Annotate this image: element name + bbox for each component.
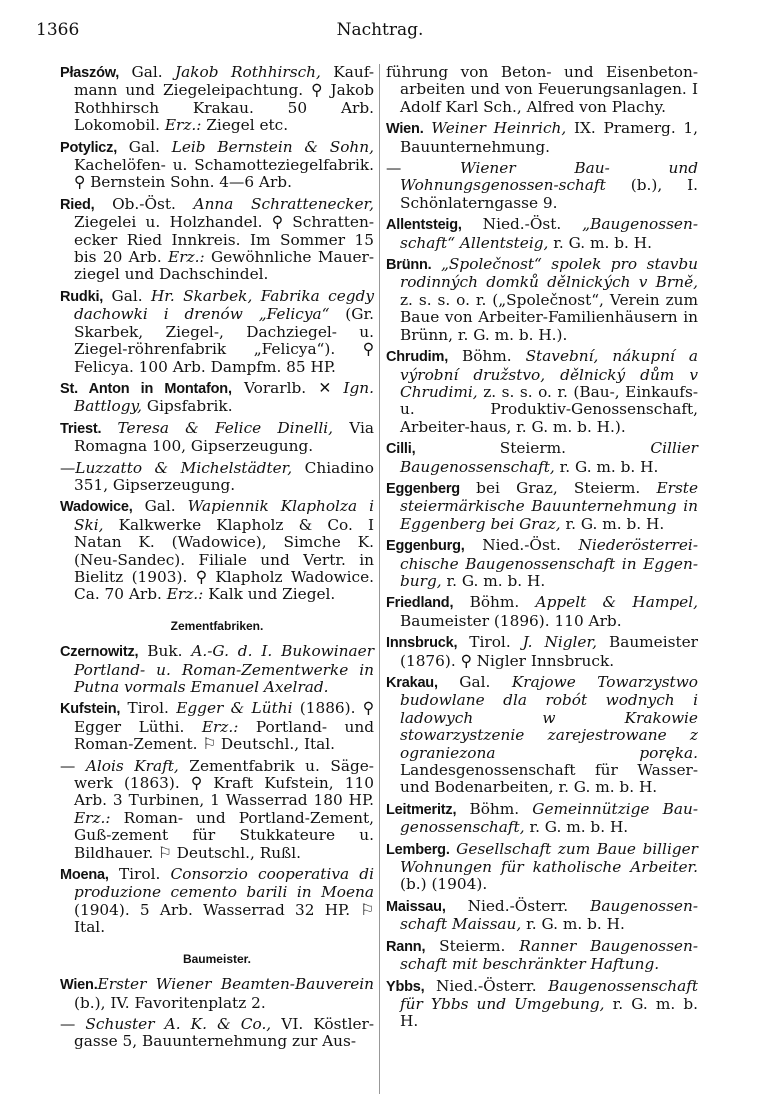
entry-text	[432, 255, 441, 273]
entry-firm-name: Egger & Lüthi	[176, 699, 293, 718]
entry-text: Nied.-Österr.	[445, 896, 591, 915]
directory-entry	[60, 700, 374, 753]
entry-firm-name: Ign. Battlogy,	[74, 378, 374, 416]
entry-firm-name: „Společnost“ spolek pro stavbu rodinných domků dělnických v Brně,	[400, 255, 698, 292]
directory-entry	[386, 801, 698, 837]
entry-text: r. G. m. b. H.	[400, 994, 698, 1031]
directory-entry	[60, 1016, 374, 1051]
entry-text: z. s. s. o. r. („Společnost“, Verein zum Baue von Arbeiter-Familienhäusern in Brünn, r. G. m. b. H.).	[400, 290, 698, 344]
entry-firm-name: Erz.:	[168, 248, 205, 267]
right-entries	[386, 64, 698, 1031]
entry-place-name: Ried,	[60, 196, 95, 213]
entry-text	[101, 419, 117, 437]
directory-entry	[386, 160, 698, 212]
entry-firm-name: Consorzio cooperativa di produzione cemento barili in Moena	[74, 865, 374, 902]
entry-text: Kalkwerke Klapholz & Co. I Natan K. (Wadowice), Simche K. (Neu-Sandec). Filiale und Vertr. in Bielitz (1903). ⚲ Klapholz Wadowice. Ca. 70 Arb.	[74, 515, 374, 604]
entry-firm-name: A.-G. d. I. Bukowinaer Portland- u. Roman-Zementwerke in Putna vormals Emanuel Axelrad.	[74, 642, 375, 696]
directory-entry	[386, 480, 698, 533]
entry-text: Tirol.	[108, 865, 171, 884]
entry-place-name: Chrudim,	[386, 349, 449, 366]
directory-entry	[60, 976, 374, 1012]
directory-entry	[386, 537, 698, 590]
entry-place-name: Rudki,	[60, 288, 104, 305]
entry-text: Ziegelei u. Holzhandel. ⚲ Schratten-ecker Ried Innkreis. Im Sommer 15 bis 20 Arb.	[74, 213, 374, 267]
page-number: 1366	[36, 20, 80, 40]
entry-firm-name: Niederösterrei-chische Baugenossenschaft in Eggen-burg,	[400, 536, 698, 590]
entry-text: Gal.	[103, 286, 151, 305]
entry-text: Gewöhnliche Mauer-ziegel und Dachschindel.	[74, 248, 374, 284]
entry-text: IX. Pramerg. 1, Bauunternehmung.	[400, 119, 698, 156]
directory-entry	[60, 498, 374, 603]
entry-text: Kalk und Ziegel.	[203, 585, 336, 604]
entry-firm-name: Erster Wiener Beamten-Bauverein	[97, 975, 374, 994]
entry-firm-name: Ranner Baugenossen-schaft mit beschränkter Haftung.	[400, 936, 699, 974]
entry-firm-name: Krajowe Towarzystwo budowlane dla robót wodnych i ladowych w Krakowie stowarzystzenie zarejestrowane z ograniezona poręka.	[400, 673, 698, 762]
entry-firm-name: Jakob Rothhirsch,	[175, 63, 321, 81]
entry-place-name: Wadowice,	[60, 499, 133, 516]
entry-firm-name: Teresa & Felice Dinelli,	[117, 418, 333, 437]
directory-entry	[60, 460, 374, 495]
directory-entry	[386, 978, 698, 1031]
left-column	[60, 64, 374, 1055]
entry-text: Gal.	[437, 673, 512, 691]
entry-text: r. G. m. b. H.	[521, 915, 625, 934]
directory-entry	[386, 594, 698, 630]
directory-entry	[386, 348, 698, 436]
entry-text: Via Romagna 100, Gipserzeugung.	[74, 418, 374, 456]
entry-place-name: Rann,	[386, 938, 426, 955]
entry-text: Portland- und Roman-Zement. ⚐ Deutschl., Ital.	[74, 717, 374, 754]
entry-firm-name: Wiener Bau- und Wohnungsgenossen-schaft	[400, 159, 698, 195]
entry-firm-name: Luzzatto & Michelstädter,	[75, 458, 293, 477]
entry-place-name: Płaszów,	[60, 65, 120, 81]
entry-text: Kauf-mann und Ziegeleipachtung. ⚲ Jakob Rothhirsch Krakau. 50 Arb. Lokomobil.	[74, 63, 374, 135]
entry-place-name: Kufstein,	[60, 701, 121, 718]
entry-place-name: Allentsteig,	[386, 217, 462, 234]
entry-firm-name: Baugenossen-schaft Maissau,	[400, 896, 698, 934]
entry-place-name: Wien.	[60, 977, 98, 994]
entry-firm-name: Schuster A. K. & Co.,	[85, 1014, 272, 1033]
entry-place-name: Friedland,	[386, 595, 454, 612]
entry-place-name: Triest.	[60, 420, 102, 437]
entry-text: r. G. m. b. H.	[560, 514, 665, 533]
entry-place-name: Krakau,	[386, 675, 438, 691]
directory-entry	[60, 643, 374, 696]
entry-text: —	[60, 1014, 86, 1033]
directory-entry	[386, 938, 698, 974]
entry-text: Nied.-Österr.	[424, 976, 549, 995]
entry-text: führung von Beton- und Eisenbeton-arbeiten und von Feuerungsanlagen. I Adolf Karl Sch., Alfred von Plachy.	[386, 63, 698, 116]
entry-text: Buk.	[138, 642, 192, 661]
entry-text: (b.), IV. Favoritenplatz 2.	[74, 993, 266, 1012]
entry-place-name: Potylicz,	[60, 139, 118, 156]
entry-text: Nied.-Öst.	[464, 536, 579, 555]
directory-entry	[60, 380, 374, 416]
entry-firm-name: Erz.:	[164, 116, 202, 135]
entry-place-name: Wien.	[386, 121, 424, 138]
entry-place-name: Leitmeritz,	[386, 801, 457, 818]
entry-place-name: Maissau,	[386, 898, 446, 915]
entry-firm-name: Appelt & Hampel,	[535, 593, 698, 612]
column-divider	[379, 64, 380, 1094]
entry-firm-name: Alois Kraft,	[85, 756, 179, 775]
entry-text: Landesgenossenschaft für Wasser- und Bodenarbeiten, r. G. m. b. H.	[400, 761, 698, 797]
directory-entry	[386, 440, 698, 476]
entry-place-name: Moena,	[60, 867, 109, 884]
entry-text: Gal.	[119, 63, 176, 81]
entry-text: —	[60, 756, 86, 775]
entry-text: Steierm.	[425, 936, 520, 955]
directory-entry	[386, 634, 698, 670]
entry-firm-name: Gemeinnützige Bau-genossenschaft,	[400, 799, 698, 837]
directory-entry	[386, 898, 698, 934]
entry-place-name: Eggenberg	[386, 480, 460, 497]
entry-firm-name: Erz.:	[201, 717, 239, 736]
entry-firm-name: Stavební, nákupní a výrobní družstvo, dělnický dům v Chrudimi,	[400, 347, 698, 401]
entry-text: Steierm.	[415, 439, 651, 458]
entry-place-name: Ybbs,	[386, 978, 425, 995]
entry-text: Zementfabrik u. Säge-werk (1863). ⚲ Kraft Kufstein, 110 Arb. 3 Turbinen, 1 Wasserrad 180 HP.	[74, 756, 374, 810]
right-column	[386, 64, 698, 1035]
directory-entry	[386, 674, 698, 797]
directory-entry	[386, 64, 698, 116]
entry-text: Gipsfabrik.	[142, 397, 233, 416]
entry-text: Baumeister (1876). ⚲ Nigler Innsbruck.	[400, 633, 698, 670]
entry-text: Ob.-Öst.	[94, 194, 194, 213]
entry-text: Gal.	[132, 497, 188, 516]
entry-firm-name: Hr. Skarbek, Fabrika cegdy dachowki i drenów „Felicya“	[74, 286, 374, 324]
entry-text: Roman- und Portland-Zement, Guß-zement für Stukkateure u. Bildhauer. ⚐ Deutschl., Rußl.	[74, 808, 374, 862]
entry-firm-name: „Baugenossen-schaft“ Allentsteig,	[400, 215, 698, 252]
entry-firm-name: Wapiennik Klapholza i Ski,	[74, 497, 374, 534]
page-header	[0, 12, 760, 42]
entry-text: Tirol.	[457, 633, 523, 652]
baumeister-entries	[60, 976, 374, 1051]
directory-entry	[386, 120, 698, 156]
directory-entry	[60, 758, 374, 862]
entry-text: (b.) (1904).	[400, 875, 488, 894]
entry-place-name: Lemberg.	[386, 841, 450, 858]
entry-text: r. G. m. b. H.	[441, 571, 546, 590]
section-heading-baumeister: Baumeister.	[182, 951, 252, 966]
directory-entry	[386, 256, 698, 344]
entry-text: r. G. m. b. H.	[524, 818, 629, 837]
directory-entry	[60, 420, 374, 456]
entry-text: Gal.	[117, 137, 172, 156]
directory-entry	[386, 216, 698, 252]
directory-entry	[60, 288, 374, 376]
entry-firm-name: Baugenossenschaft für Ybbs und Umgebung,	[400, 976, 698, 1013]
entry-text: Böhm.	[456, 799, 533, 818]
entry-text: bei Graz, Steierm.	[459, 478, 657, 497]
entry-firm-name: Erste steiermärkische Bauunternehmung in Eggenberg bei Graz,	[400, 478, 698, 533]
directory-entry	[386, 841, 698, 894]
entry-text: (Gr. Skarbek, Ziegel-, Dachziegel- u. Ziegel-röhrenfabrik „Felicya“). ⚲ Felicya. 100 Arb. Dampfm. 85 HP.	[74, 305, 374, 376]
entry-text: Tirol.	[120, 699, 177, 718]
entry-firm-name: Leib Bernstein & Sohn,	[171, 137, 374, 156]
zement-entries	[60, 643, 374, 937]
entry-firm-name: Gesellschaft zum Baue billiger Wohnungen für katholische Arbeiter.	[400, 839, 698, 877]
directory-entry	[60, 866, 374, 937]
page-title: Nachtrag.	[336, 20, 424, 40]
entry-text: Kachelöfen- u. Schamotteziegelfabrik. ⚲ Bernstein Sohn. 4—6 Arb.	[74, 156, 374, 192]
entry-text: Vorarlb. ✕	[231, 378, 344, 397]
entry-place-name: Innsbruck,	[386, 635, 458, 652]
entry-firm-name: Weiner Heinrich,	[431, 119, 567, 138]
entry-text: Ziegel etc.	[201, 116, 289, 135]
entry-firm-name: Anna Schrattenecker,	[193, 194, 374, 213]
entry-firm-name: Erz.:	[74, 808, 111, 827]
entry-place-name: Brünn.	[386, 257, 432, 274]
entry-place-name: St. Anton in Montafon,	[60, 380, 232, 397]
entry-text: Chiadino 351, Gipserzeugung.	[74, 458, 374, 494]
entry-text: Böhm.	[453, 593, 536, 612]
entry-place-name: Cilli,	[386, 441, 416, 458]
entry-firm-name: J. Nigler,	[522, 633, 597, 652]
entry-place-name: Eggenburg,	[386, 538, 465, 555]
entry-text: Nied.-Öst.	[461, 215, 583, 234]
entry-text: (b.), I. Schönlaterngasse 9.	[400, 176, 698, 212]
directory-entry	[60, 196, 374, 284]
entry-text: (1886). ⚲ Egger Lüthi.	[74, 699, 375, 736]
directory-entry	[60, 139, 374, 192]
directory-entry	[60, 64, 374, 135]
entry-text: z. s. s. o. r. (Bau-, Einkaufs- u. Produktiv-Genossenschaft, Arbeiter-haus, r. G. m. b. H.).	[400, 382, 698, 436]
entry-text: —	[60, 458, 76, 477]
entry-text: r. G. m. b. H.	[554, 457, 659, 476]
section-heading-zement: Zementfabriken.	[170, 618, 264, 633]
left-entries	[60, 64, 374, 604]
entry-place-name: Czernowitz,	[60, 644, 139, 661]
entry-text: r. G. m. b. H.	[548, 233, 652, 252]
entry-firm-name: Erz.:	[166, 585, 204, 604]
entry-firm-name: Cillier Baugenossenschaft,	[400, 439, 698, 476]
entry-text: Baumeister (1896). 110 Arb.	[400, 611, 622, 630]
entry-text: —	[386, 159, 461, 178]
entry-text: Böhm.	[448, 347, 526, 366]
entry-text: (1904). 5 Arb. Wasserrad 32 HP. ⚐ Ital.	[74, 900, 374, 937]
entry-text: VI. Köstler-gasse 5, Bauunternehmung zur Aus-	[74, 1014, 374, 1051]
